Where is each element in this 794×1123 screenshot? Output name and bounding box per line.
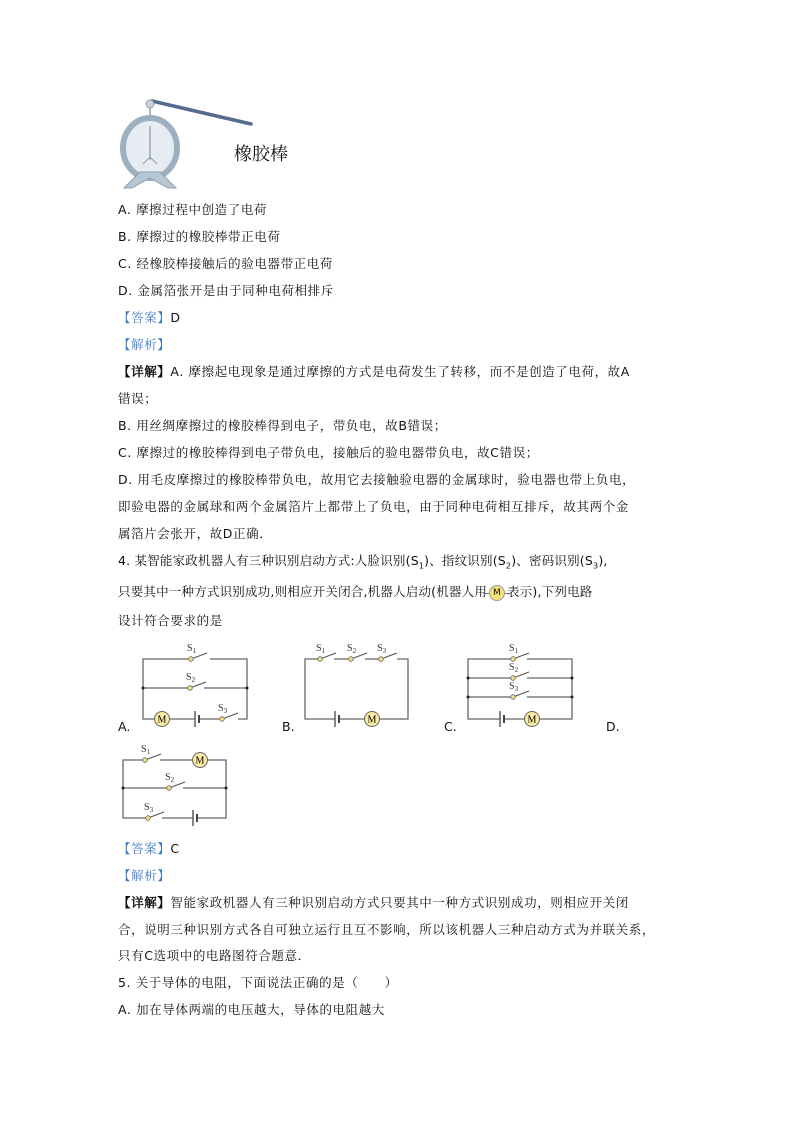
switch-s2 — [347, 643, 367, 661]
subscript: 2 — [505, 561, 512, 571]
switch-s1 — [141, 744, 161, 762]
circuit-option-a — [142, 643, 249, 727]
switch-label: $S_2$ — [347, 643, 357, 655]
battery-icon — [193, 810, 197, 826]
q4-detail — [118, 895, 629, 911]
stem-text: )、指纹识别(S — [424, 553, 506, 568]
subscript: 1 — [418, 561, 425, 571]
detail-line: 错误； — [118, 391, 158, 406]
switch-s2 — [186, 672, 206, 690]
detail-line: 只有C选项中的电路图符合题意． — [118, 948, 311, 963]
detail-line: 智能家政机器人有三种识别启动方式只要其中一种方式识别成功，则相应开关闭 — [170, 895, 629, 910]
switch-s3 — [509, 681, 529, 699]
wire — [468, 659, 513, 719]
detail-line: 即验电器的金属球和两个金属箔片上都带上了负电，由于同种电荷相互排斥，故其两个金 — [118, 499, 629, 514]
switch-contact — [189, 657, 194, 662]
figure-caption: 橡胶棒 — [234, 144, 288, 165]
q3-option-b: B. 摩擦过的橡胶棒带正电荷 — [118, 229, 281, 244]
battery-icon — [195, 711, 199, 727]
detail-label: 【详解】 — [118, 895, 171, 910]
switch-contact — [511, 657, 516, 662]
switch-label: $S_2$ — [509, 662, 519, 674]
motor-icon — [525, 712, 540, 727]
q3-detail — [118, 364, 630, 380]
q5-option-a: A. 加在导体两端的电压越大，导体的电阻越大 — [118, 1002, 385, 1017]
q4-stem-line-2 — [118, 584, 592, 601]
detail-line: 合，说明三种识别方式各自可独立运行且互不影响，所以该机器人三种启动方式为并联关系， — [118, 922, 656, 937]
switch-contact — [167, 786, 172, 791]
circuit-option-d — [122, 744, 228, 826]
switch-label: $S_1$ — [316, 643, 326, 655]
switch-label: $S_2$ — [165, 772, 175, 784]
motor-icon — [365, 712, 380, 727]
switch-label: $S_3$ — [218, 703, 228, 715]
motor-label: M — [157, 714, 167, 726]
junction-dot — [225, 787, 228, 790]
motor-symbol-icon: M — [489, 585, 505, 601]
option-d-letter: D. — [606, 719, 620, 734]
answer-value: D — [170, 310, 181, 325]
subscript: 3 — [593, 561, 599, 571]
switch-s1 — [509, 643, 529, 661]
switch-s1 — [316, 643, 336, 661]
switch-s1 — [187, 643, 207, 661]
answer-label: 【答案】 — [118, 841, 171, 856]
option-c-letter: C. — [444, 719, 457, 734]
junction-dot — [246, 687, 249, 690]
circuit-option-c — [467, 643, 574, 727]
motor-label: M — [195, 755, 205, 767]
motor-icon — [193, 753, 208, 768]
answer-label: 【答案】 — [118, 310, 171, 325]
q3-analysis-label: 【解析】 — [118, 337, 171, 352]
battery-icon — [335, 711, 339, 727]
q3-option-c: C. 经橡胶棒接触后的验电器带正电荷 — [118, 256, 333, 271]
stem-text: 表示),下列电路 — [507, 584, 593, 599]
switch-s2 — [165, 772, 185, 790]
detail-line: B. 用丝绸摩擦过的橡胶棒得到电子，带负电，故B错误； — [118, 418, 447, 433]
switch-label: $S_2$ — [186, 672, 196, 684]
q4-stem-line-3: 设计符合要求的是 — [118, 613, 223, 628]
switch-contact — [511, 695, 516, 700]
battery-icon — [500, 711, 504, 727]
switch-contact — [220, 717, 225, 722]
switch-contact — [188, 686, 193, 691]
wire — [380, 659, 408, 719]
switch-label: $S_1$ — [141, 744, 151, 756]
q3-option-d: D. 金属箔张开是由于同种电荷相排斥 — [118, 283, 334, 298]
switch-contact — [318, 657, 323, 662]
switch-contact — [379, 657, 384, 662]
wire — [305, 659, 335, 719]
stem-text: )、密码识别(S — [511, 553, 594, 568]
switch-label: $S_3$ — [144, 802, 154, 814]
switch-label: $S_1$ — [509, 643, 519, 655]
option-a-letter: A. — [118, 719, 131, 734]
switch-s2 — [509, 662, 529, 680]
detail-line: 属箔片会张开，故D正确． — [118, 526, 273, 541]
q5-stem: 5. 关于导体的电阻，下面说法正确的是（ ） — [118, 975, 398, 990]
junction-dot — [467, 696, 470, 699]
junction-dot — [467, 677, 470, 680]
detail-line: D. 用毛皮摩擦过的橡胶棒带负电，故用它去接触验电器的金属球时，验电器也带上负电， — [118, 472, 636, 487]
motor-label: M — [527, 714, 537, 726]
switch-contact — [511, 676, 516, 681]
option-b-letter: B. — [282, 719, 295, 734]
junction-dot — [122, 787, 125, 790]
circuit-option-b — [305, 643, 408, 727]
q4-stem-line-1 — [118, 553, 608, 575]
wire — [197, 760, 226, 818]
switch-contact — [146, 816, 151, 821]
switch-s3 — [218, 703, 238, 721]
electroscope-figure — [123, 100, 251, 188]
detail-line: A. 摩擦起电现象是通过摩擦的方式是电荷发生了转移，而不是创造了电荷，故A — [170, 364, 630, 379]
detail-line: C. 摩擦过的橡胶棒得到电子带负电，接触后的验电器带负电，故C错误； — [118, 445, 539, 460]
wire — [527, 659, 572, 719]
q3-answer — [118, 310, 181, 326]
detail-label: 【详解】 — [118, 364, 171, 379]
motor-icon — [155, 712, 170, 727]
q4-analysis-label: 【解析】 — [118, 868, 171, 883]
answer-value: C — [170, 841, 180, 856]
junction-dot — [571, 696, 574, 699]
q4-answer — [118, 841, 180, 857]
wire — [143, 659, 191, 719]
switch-s3 — [377, 643, 397, 661]
switch-label: $S_3$ — [377, 643, 387, 655]
motor-label: M — [367, 714, 377, 726]
wire — [210, 659, 247, 719]
switch-contact — [349, 657, 354, 662]
stem-text: 4. 某智能家政机器人有三种识别启动方式:人脸识别(S — [118, 553, 419, 568]
switch-label: $S_3$ — [509, 681, 519, 693]
junction-dot — [571, 677, 574, 680]
rubber-rod — [152, 101, 251, 124]
stem-text: 只要其中一种方式识别成功,则相应开关闭合,机器人启动(机器人用 — [118, 584, 488, 599]
junction-dot — [142, 687, 145, 690]
switch-s3 — [144, 802, 164, 820]
stem-text: ), — [598, 553, 608, 568]
metal-ball — [146, 100, 154, 108]
switch-contact — [143, 758, 148, 763]
switch-label: $S_1$ — [187, 643, 197, 655]
q3-option-a: A. 摩擦过程中创造了电荷 — [118, 202, 268, 217]
